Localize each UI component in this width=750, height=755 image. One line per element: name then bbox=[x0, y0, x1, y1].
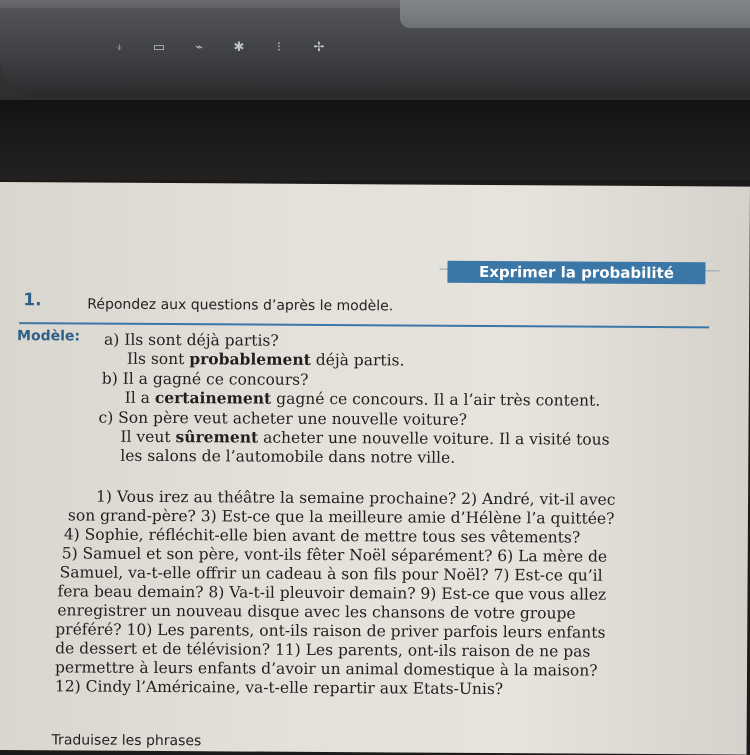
model-b-question: b) Il a gagné ce concours? bbox=[101, 369, 309, 389]
questions-line-8: préféré? 10) Les parents, ont-ils raison de priver parfois leurs enfants bbox=[55, 620, 606, 642]
battery-indicator-icon: ▭ bbox=[152, 40, 166, 55]
power-indicator-icon: ⍖ bbox=[115, 40, 123, 55]
exercise-number: 1. bbox=[23, 290, 42, 311]
laptop-body bbox=[0, 0, 750, 100]
questions-line-5: Samuel, va-t-elle offrir un cadeau à son fils pour Noël? 7) Est-ce qu’il bbox=[59, 563, 603, 585]
desk-surface bbox=[0, 100, 750, 180]
questions-line-2: son grand-père? 3) Est-ce que la meilleure amie d’Hélène l’a quittée? bbox=[67, 506, 615, 528]
questions-line-10: permettre à leurs enfants d’avoir un animal domestique à la maison? bbox=[54, 658, 598, 680]
questions-line-3: 4) Sophie, réfléchit-elle bien avant de mettre tous ses vêtements? bbox=[63, 525, 581, 547]
model-b-answer: Il a certainement gagné ce concours. Il a l’air très content. bbox=[124, 387, 601, 410]
questions-line-9: de dessert et de télévision? 11) Les parents, ont-ils raison de ne pas bbox=[55, 639, 591, 661]
disk-indicator-icon: ⌁ bbox=[195, 40, 203, 55]
questions-line-7: enregistrer un nouveau disque avec les chansons de votre groupe bbox=[57, 601, 576, 623]
bluetooth-indicator-icon: ✱ bbox=[233, 40, 245, 55]
next-exercise-heading: Traduisez les phrases bbox=[51, 732, 202, 750]
wifi-indicator-icon: ⁝ bbox=[276, 40, 282, 55]
section-banner: Exprimer la probabilité bbox=[447, 261, 705, 285]
exercise-rule bbox=[19, 322, 709, 328]
touchpad bbox=[400, 0, 750, 28]
model-a-answer: Ils sont probablement déjà partis. bbox=[126, 349, 405, 370]
questions-line-11: 12) Cindy l’Américaine, va-t-elle repartir aux Etats-Unis? bbox=[54, 677, 504, 699]
network-indicator-icon: ✢ bbox=[313, 40, 325, 55]
exercise-instruction: Répondez aux questions d’après le modèle. bbox=[87, 296, 394, 315]
model-label: Modèle: bbox=[17, 328, 81, 345]
model-c-question: c) Son père veut acheter une nouvelle voiture? bbox=[98, 408, 468, 429]
status-indicators bbox=[110, 40, 328, 55]
questions-line-4: 5) Samuel et son père, vont-ils fêter Noël séparément? 6) La mère de bbox=[61, 544, 608, 566]
questions-line-6: fera beau demain? 8) Va-t-il pleuvoir demain? 9) Est-ce que vous allez bbox=[57, 582, 607, 604]
questions-line-1: 1) Vous irez au théâtre la semaine prochaine? 2) André, vit-il avec bbox=[96, 487, 616, 509]
model-c-answer: Il veut sûrement acheter une nouvelle voiture. Il a visité tous bbox=[120, 427, 610, 449]
model-c-answer-cont: les salons de l’automobile dans notre ville. bbox=[120, 446, 456, 467]
model-a-question: a) Ils sont déjà partis? bbox=[103, 330, 279, 350]
textbook-page bbox=[0, 182, 750, 755]
